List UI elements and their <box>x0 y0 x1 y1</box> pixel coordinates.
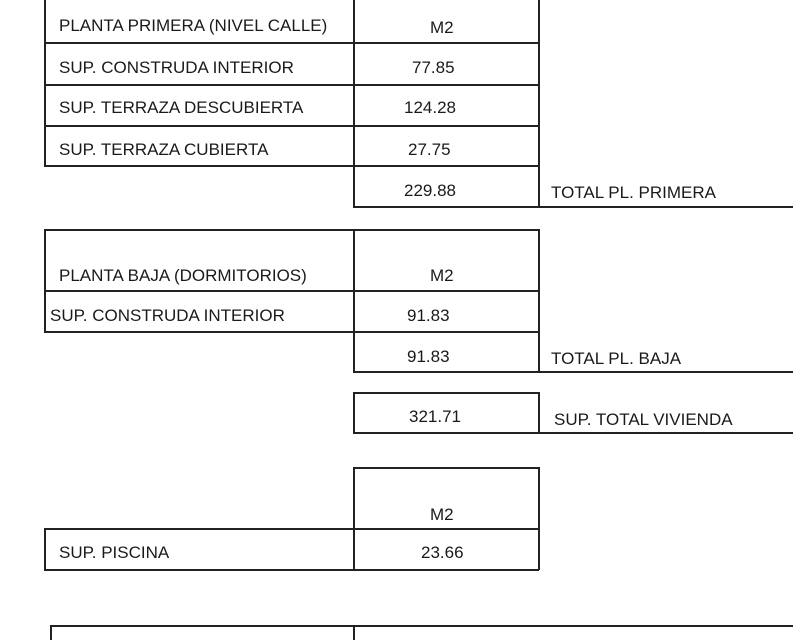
table-border <box>353 371 793 373</box>
table-border <box>353 206 793 208</box>
table-border <box>44 331 539 333</box>
table-border <box>353 467 355 570</box>
table-border <box>538 467 540 570</box>
table-border <box>44 528 539 530</box>
table-border <box>44 569 539 571</box>
table-border <box>50 625 793 627</box>
section-title: PLANTA BAJA (DORMITORIOS) <box>59 266 307 285</box>
table-border <box>44 0 46 166</box>
table-border <box>353 625 355 640</box>
table-border <box>50 625 52 640</box>
row-label: SUP. CONSTRUDA INTERIOR <box>50 306 285 325</box>
total-label: SUP. TOTAL VIVIENDA <box>554 410 733 429</box>
unit-header: M2 <box>430 266 454 285</box>
row-label: SUP. PISCINA <box>59 543 170 562</box>
row-label: SUP. TERRAZA CUBIERTA <box>59 140 269 159</box>
table-border <box>44 229 539 231</box>
row-value: 91.83 <box>407 306 450 325</box>
table-border <box>353 467 539 469</box>
table-border <box>44 290 539 292</box>
total-label: TOTAL PL. BAJA <box>551 349 682 368</box>
table-border <box>44 528 46 570</box>
table-border <box>353 229 355 373</box>
table-border <box>44 84 539 86</box>
table-border <box>538 0 540 208</box>
unit-header: M2 <box>430 18 454 37</box>
row-value: 23.66 <box>421 543 464 562</box>
section-title: PLANTA PRIMERA (NIVEL CALLE) <box>59 16 328 35</box>
row-label: SUP. CONSTRUDA INTERIOR <box>59 58 294 77</box>
total-value: 91.83 <box>407 347 450 366</box>
table-border <box>353 392 539 394</box>
row-value: 27.75 <box>408 140 451 159</box>
table-border <box>44 165 539 167</box>
row-label: SUP. TERRAZA DESCUBIERTA <box>59 98 304 117</box>
table-border <box>44 42 539 44</box>
table-border <box>353 0 355 208</box>
total-label: TOTAL PL. PRIMERA <box>551 183 717 202</box>
row-value: 124.28 <box>404 98 456 117</box>
table-border <box>44 125 539 127</box>
table-border <box>353 392 355 433</box>
table-border <box>538 392 540 433</box>
row-value: 77.85 <box>412 58 455 77</box>
table-border <box>353 432 793 434</box>
unit-header: M2 <box>430 505 454 524</box>
table-border <box>538 229 540 373</box>
total-value: 321.71 <box>409 407 461 426</box>
table-border <box>44 229 46 332</box>
total-value: 229.88 <box>404 181 456 200</box>
